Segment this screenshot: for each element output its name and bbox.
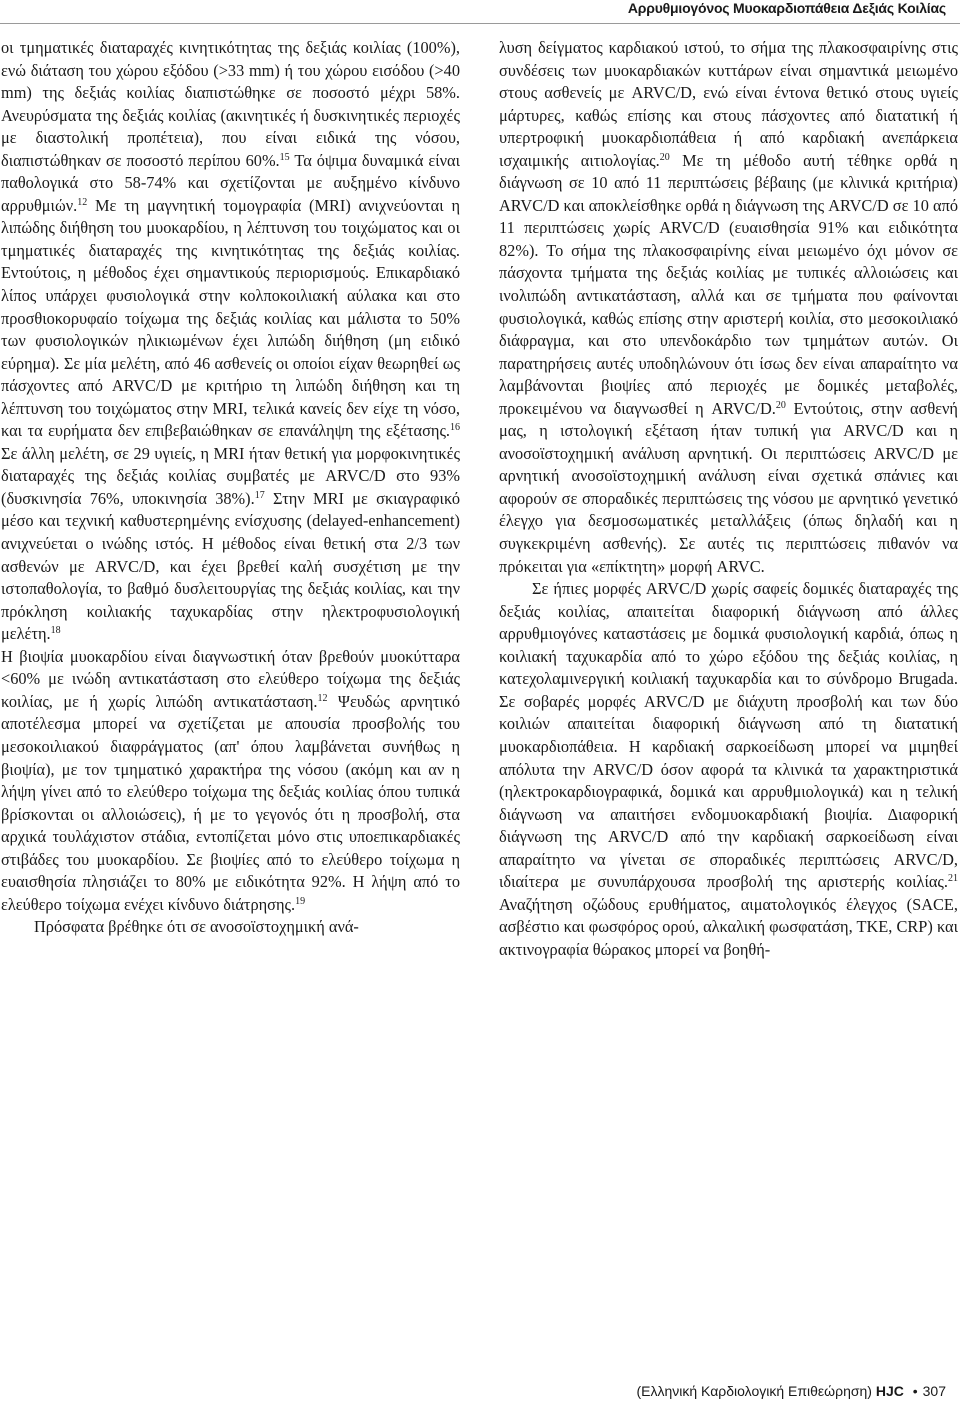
text-run: λυση δείγματος καρδιακού ιστού, το σήμα της πλακοσφαιρίνης στις συνδέσεις των μυοκαρδιακών κυττάρων είναι σημαντικά μειωμένο στους ασθενείς με ARVC/D, ενώ είναι έντονα θετικό στους υγιείς μάρτυρες, καθώς επίσης και στους πάσχοντες από διατατική ή υπερτροφική μυοκαρδιοπάθεια ή από καρδιακή ανεπάρκεια ισχαιμικής αιτιολογίας. bbox=[499, 38, 958, 170]
left-paragraph-3 bbox=[1, 916, 460, 939]
journal-abbreviation: HJC bbox=[875, 1383, 904, 1399]
left-column bbox=[1, 37, 460, 939]
text-run: Τα όψιμα δυναμικά είναι παθολογικά στο 58-74% και σχετίζονται με αυξημένο κίνδυνο αρρυθμιών. bbox=[1, 150, 460, 215]
footer-separator: • bbox=[912, 1383, 918, 1399]
text-run: Σε ήπιες μορφές ARVC/D χωρίς σαφείς δομικές διαταραχές της δεξιάς κοιλίας, απαιτείται διαφορική διάγνωση από άλλες αρρυθμιογόνες καταστάσεις με δομικά φυσιολογική καρδιά, όπως η κοιλιακή ταχυκαρδία από το χώρο εξόδου της δεξιάς κοιλίας, η κατεχολαμινεργική κοιλιακή ταχυκαρδία και το σύνδρομο Brugada. Σε σοβαρές μορφές ARVC/D με διάχυτη προσβολή και των δύο κοιλιών απαιτείται διαφορική διάγνωση από τη διατατική μυοκαρδιοπάθεια. Η καρδιακή σαρκοείδωση μπορεί να μιμηθεί απόλυτα την ARVC/D όσον αφορά τα κλινικά τα χαρακτηριστικά (ηλεκτροκαρδιογραφικά, δομικά και αρρυθμιολογικά) και η τελική διάγνωση να απαιτήσει ενδομυοκαρδιακή βιοψία. Διαφορική διάγνωση της ARVC/D από την καρδιακή σαρκοείδωση είναι απαραίτητο να γίνεται σε σποραδικές περιπτώσεις ARVC/D, ιδιαίτερα με συνυπάρχουσα προσβολή της αριστερής κοιλίας. bbox=[499, 579, 958, 892]
text-run: Στην MRI με σκιαγραφικό μέσο και τεχνική καθυστερημένης ενίσχυσης (delayed-enhancement) ανιχνεύεται ο ινώδης ιστός. Η μέθοδος είναι θετική στα 2/3 των ασθενών με ARVC/D, και έχει βρεθεί καλή συσχέτιση με την ιστοπαθολογία, το βαθμό δυσλειτουργίας της δεξιάς κοιλίας, και την πρόκληση κοιλιακής ταχυκαρδίας στην ηλεκτροφυσιολογική μελέτη. bbox=[1, 488, 460, 644]
citation-ref: 12 bbox=[317, 692, 328, 704]
text-run: Αναζήτηση οζώδους ερυθήματος, αιματολογικός έλεγχος (SACE, ασβέστιο και φωσφόρος ορού, αλκαλική φωσφατάση, ΤΚΕ, CRP) και ακτινογραφία θώρακος μπορεί να βοηθή- bbox=[499, 894, 958, 959]
right-column bbox=[499, 37, 958, 961]
left-paragraph-2 bbox=[1, 646, 460, 917]
citation-ref: 20 bbox=[775, 399, 786, 411]
text-run: Εντούτοις, στην ασθενή μας, η ιστολογική εξέταση ήταν τυπική για ARVC/D και η ανοσοϊστοχημική ανάλυση αρνητική. Οι περιπτώσεις ARVC/D με αρνητική ανοσοϊστοχημική ανάλυση είναι σχετικά σπάνιες και αφορούν σε σποραδικές περιπτώσεις της νόσου με αρνητικό γενετικό έλεγχο για δεσμοσωματικές μεταλλάξεις (όπως δηλαδή και η συγκεκριμένη ασθενής). Σε αυτές τις περιπτώσεις πιθανόν να πρόκειται για «επίκτητη» μορφή ARVC. bbox=[499, 398, 958, 576]
right-paragraph-1 bbox=[499, 37, 958, 578]
text-run: Με τη μαγνητική τομογραφία (MRI) ανιχνεύονται η λιπώδης διήθηση του μυοκαρδίου, η λέπτυνση του τοιχώματος και οι τμηματικές διαταραχές της κινητικότητας της δεξιάς κοιλίας. Εντούτοις, η μέθοδος έχει σημαντικούς περιορισμούς. Επικαρδιακό λίπος υπάρχει φυσιολογικά στην κολποκοιλιακή αύλακα και στο προσθιοκορυφαίο τοίχωμα της δεξιάς κοιλίας και μάλιστα το 50% των φυσιολογικών ηλικιωμένων έχει λιπώδη διήθηση (μη ειδικό εύρημα). Σε μία μελέτη, από 46 ασθενείς οι οποίοι είχαν θεωρηθεί ως πάσχοντες από ARVC/D με κριτήριο τη λιπώδη διήθηση και τη λέπτυνση του τοιχώματος στην MRI, τελικά κανείς δεν είχε τη νόσο, και τα ευρήματα δεν επιβεβαιώθηκαν σε επανάληψη της εξέτασης. bbox=[1, 195, 460, 441]
text-run: οι τμηματικές διαταραχές κινητικότητας της δεξιάς κοιλίας (100%), ενώ διάταση του χώρου εξόδου (>33 mm) ή του χώρου εισόδου (>40 mm) της δεξιάς κοιλίας διαπιστώθηκε σε ποσοστό μέχρι 58%. Ανευρύσματα της δεξιάς κοιλίας (ακινητικές ή δυσκινητικές περιοχές με διαστολική προπέτεια), που είναι ειδικά της νόσου, διαπιστώθηκαν σε ποσοστό περίπου 60%. bbox=[1, 38, 460, 170]
text-run: Ψευδώς αρνητικό αποτέλεσμα μπορεί να σχετίζεται με απουσία προσβολής του μεσοκοιλιακού διαφράγματος (απ' όπου λαμβάνεται συνήθως η βιοψία), με τον τμηματικό χαρακτήρα της νόσου (ακόμη και αν η λήψη γίνει από το ελεύθερο τοίχωμα της δεξιάς κοιλίας όπου τυπικά βρίσκονται οι αλλοιώσεις), ή με το γεγονός ότι η προσβολή, στα αρχικά τουλάχιστον στάδια, εντοπίζεται μόνο στις υποεπικαρδιακές στιβάδες του μυοκαρδίου. Σε βιοψίες από το ελεύθερο τοίχωμα η ευαισθησία πλησιάζει το 80% με ειδικότητα 92%. Η λήψη από το ελεύθερο τοίχωμα ενέχει κίνδυνο διάτρησης. bbox=[1, 691, 460, 914]
citation-ref: 19 bbox=[295, 895, 306, 907]
running-header: Αρρυθμιογόνος Μυοκαρδιοπάθεια Δεξιάς Κοιλίας bbox=[627, 0, 946, 16]
page-footer bbox=[636, 1383, 946, 1399]
citation-ref: 15 bbox=[279, 151, 290, 163]
left-paragraph-1 bbox=[1, 37, 460, 646]
text-run: Με τη μέθοδο αυτή τέθηκε ορθά η διάγνωση σε 10 από 11 περιπτώσεις βέβαιης (με κλινικά κριτήρια) ARVC/D και αποκλείσθηκε ορθά η διάγνωση της ARVC/D σε 10 από 11 περιπτώσεις χωρίς ARVC/D (ευαισθησία 91% και ειδικότητα 82%). Το σήμα της πλακοσφαιρίνης είναι μειωμένο όχι μόνον σε πάσχοντα τμήματα της δεξιάς κοιλίας με τυπικές αλλοιώσεις και ινολιπώδη αντικατάσταση, αλλά και σε τμήματα που φαίνονται φυσιολογικά, καθώς επίσης στην αριστερή κοιλία, στο μεσοκοιλιακό διάφραγμα, και στο υπενδοκάρδιο των τμημάτων αυτών. Οι παρατηρήσεις αυτές υποδηλώνουν ότι ίσως δεν είναι απαραίτητο να λαμβάνονται βιοψίες από περιοχές με δομικές μεταβολές, προκειμένου να διαγνωσθεί η ARVC/D. bbox=[499, 150, 958, 418]
citation-ref: 21 bbox=[948, 873, 958, 885]
journal-name: (Ελληνική Καρδιολογική Επιθεώρηση) bbox=[636, 1383, 872, 1399]
right-paragraph-2 bbox=[499, 578, 958, 961]
citation-ref: 17 bbox=[254, 489, 265, 501]
citation-ref: 12 bbox=[77, 196, 88, 208]
text-run: Σε άλλη μελέτη, σε 29 υγιείς, η MRI ήταν θετική για μορφοκινητικές διαταραχές της δεξιάς κοιλίας συμβατές με ARVC/D στο 93% (δυσκινησία 76%, υποκινησία 38%). bbox=[1, 443, 460, 508]
page-number: 307 bbox=[922, 1383, 946, 1399]
text-run: Η βιοψία μυοκαρδίου είναι διαγνωστική όταν βρεθούν μυοκύτταρα <60% με ινώδη αντικατάσταση στο ελεύθερο τοίχωμα της δεξιάς κοιλίας, με ή χωρίς λιπώδη αντικατάσταση. bbox=[1, 646, 460, 711]
citation-ref: 20 bbox=[659, 151, 670, 163]
citation-ref: 16 bbox=[450, 422, 460, 434]
text-run: Πρόσφατα βρέθηκε ότι σε ανοσοϊστοχημική ανά- bbox=[34, 917, 359, 937]
header-divider bbox=[0, 23, 960, 24]
citation-ref: 18 bbox=[50, 625, 61, 637]
